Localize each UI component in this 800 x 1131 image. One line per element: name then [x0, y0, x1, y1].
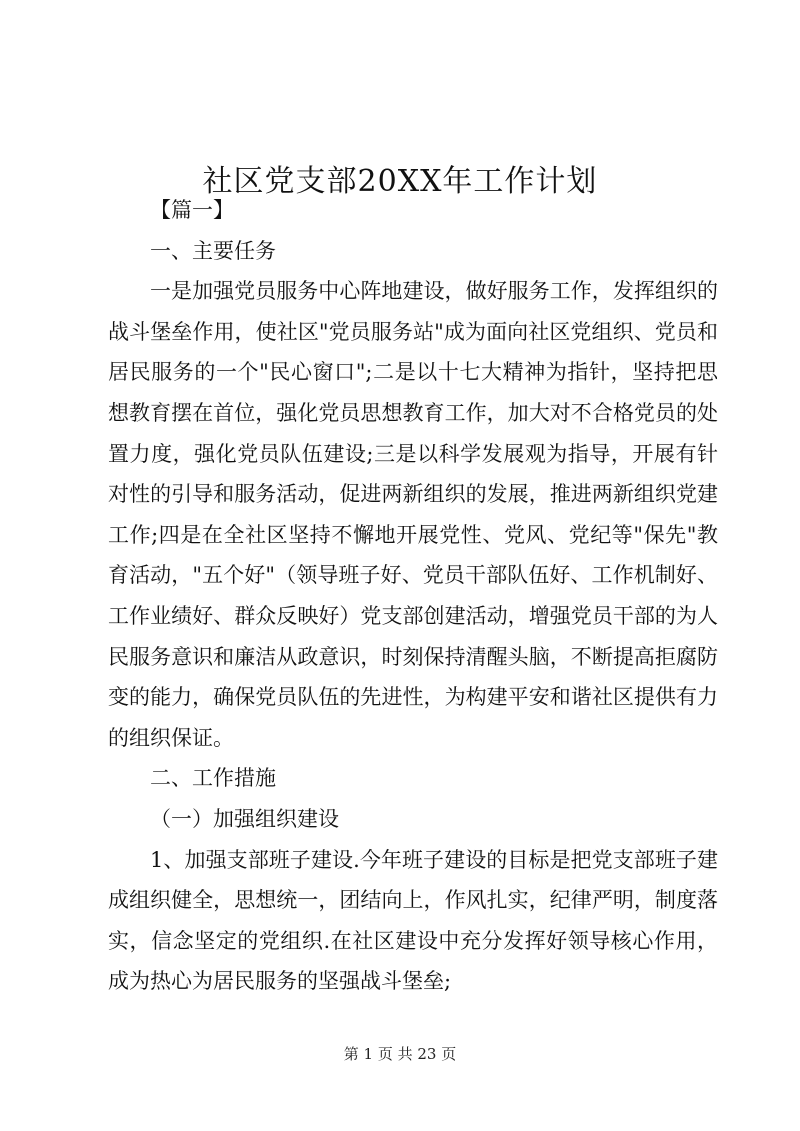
section-marker: 【篇一】: [150, 198, 234, 222]
heading-work-measures: 二、工作措施: [150, 766, 276, 791]
document-body: [108, 190, 718, 1002]
heading-main-tasks: 一、主要任务: [150, 238, 276, 263]
document-title: 社区党支部20XX年工作计划: [202, 164, 598, 200]
paragraph-branch-building: 1、加强支部班子建设.今年班子建设的目标是把党支部班子建成组织健全，思想统一，团结向上，作风扎实，纪律严明，制度落实，信念坚定的党组织.在社区建设中充分发挥好领导核心作用，成为热心为居民服务的坚强战斗堡垒;: [108, 847, 718, 994]
paragraph-main-tasks: 一是加强党员服务中心阵地建设，做好服务工作，发挥组织的战斗堡垒作用，使社区"党员服务站"成为面向社区党组织、党员和居民服务的一个"民心窗口";二是以十七大精神为指针，坚持把思想教育摆在首位，强化党员思想教育工作，加大对不合格党员的处置力度，强化党员队伍建设;三是以科学发展观为指导，开展有针对性的引导和服务活动，促进两新组织的发展，推进两新组织党建工作;四是在全社区坚持不懈地开展党性、党风、党纪等"保先"教育活动，"五个好"（领导班子好、党员干部队伍好、工作机制好、工作业绩好、群众反映好）党支部创建活动，增强党员干部的为人民服务意识和廉洁从政意识，时刻保持清醒头脑，不断提高拒腐防变的能力，确保党员队伍的先进性，为构建平安和谐社区提供有力的组织保证。: [108, 279, 718, 750]
page-footer: 第 1 页 共 23 页: [343, 1045, 457, 1063]
subheading-organization: （一）加强组织建设: [150, 806, 339, 831]
